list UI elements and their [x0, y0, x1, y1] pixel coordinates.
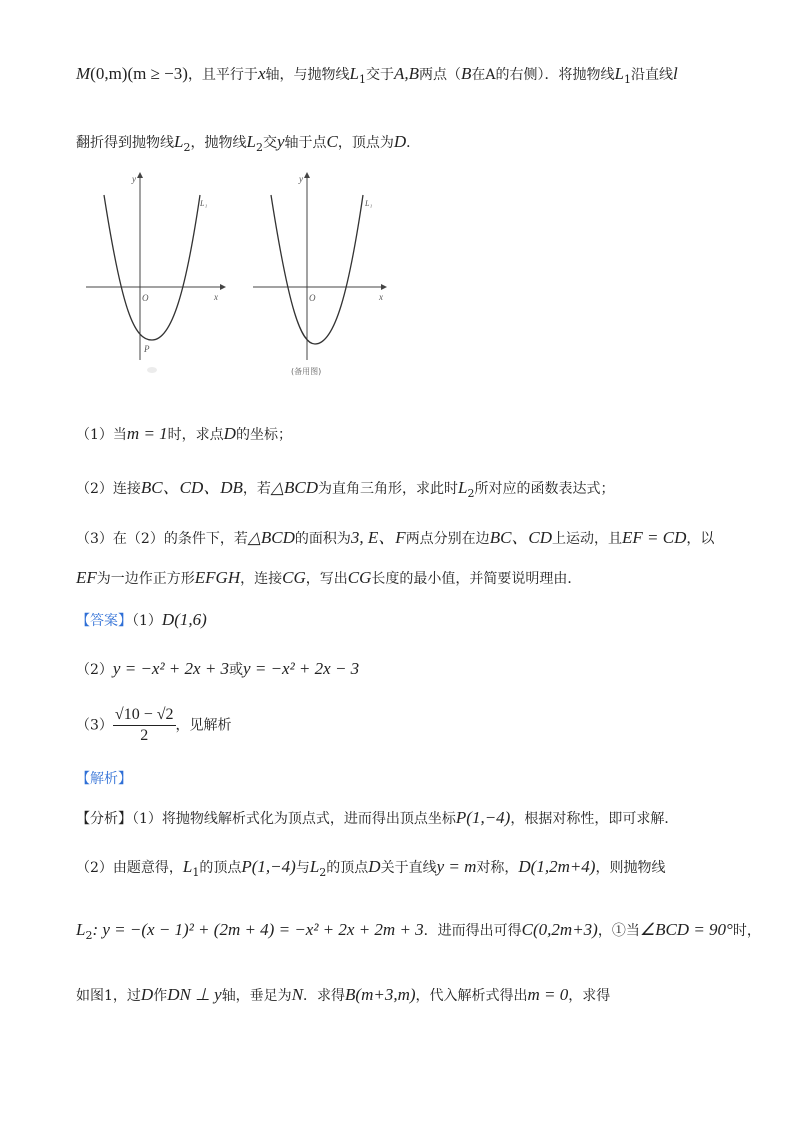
vertex-label: P	[144, 344, 150, 354]
origin-label: O	[142, 293, 149, 303]
x-label: x	[379, 292, 383, 302]
analysis-line-3: $L_2$: y = −(x − 1)² + (2m + 4) = −x² + 2x + 2m + 3．进而得出可得C(0,2m+3)，①当∠BCD = 90°时，	[76, 920, 761, 942]
y-label: y	[132, 174, 136, 184]
problem-line-2: 翻折得到抛物线$L_2$，抛物线$L_2$交y轴于点C，顶点为D．	[76, 132, 421, 154]
question-2: （2）连接BC、CD、DB，若△BCD为直角三角形，求此时$L_2$所对应的函数表达式；	[76, 478, 615, 500]
y-axis-arrow-icon	[304, 172, 310, 178]
question-3-line-2: EF为一边作正方形EFGH，连接CG，写出CG长度的最小值，并简要说明理由．	[76, 568, 582, 587]
answer-2: （2）y = −x² + 2x + 3或y = −x² + 2x − 3	[76, 659, 360, 678]
x-axis-arrow-icon	[220, 284, 226, 290]
analysis-line-4: 如图1，过D作DN ⊥ y轴，垂足为N．求得B(m+3,m)，代入解析式得出m = 0，求得	[76, 985, 611, 1004]
parabola-curve	[271, 195, 363, 344]
parabola-figure-right	[253, 170, 393, 380]
problem-line-1: M(0,m)(m ≥ −3)，且平行于x轴，与抛物线$L_1$交于A,B两点（B在A的右侧）．将抛物线$L_1$沿直线l	[76, 64, 678, 86]
parabola-figure-left	[86, 170, 226, 380]
analysis-tag: 【解析】	[76, 771, 132, 787]
analysis-line-2: （2）由题意得，$L_1$的顶点P(1,−4)与$L_2$的顶点D关于直线y = m对称，D(1,2m+4)，则抛物线	[76, 857, 666, 879]
answer-3: （3） $\frac{√10 - √2}{2}$ ，见解析	[76, 706, 232, 744]
origin-label: O	[309, 293, 316, 303]
smudge-mark	[147, 367, 157, 373]
y-axis-arrow-icon	[137, 172, 143, 178]
question-3-line-1: （3）在（2）的条件下，若△BCD的面积为3, E、F两点分别在边BC、CD上运动，且EF = CD，以	[76, 528, 715, 547]
x-label: x	[214, 292, 218, 302]
answer-tag: 【答案】	[76, 613, 132, 629]
analysis-line-1: 【分析】（1）将抛物线解析式化为顶点式，进而得出顶点坐标P(1,−4)，根据对称性，即可求解．	[76, 808, 679, 827]
y-label: y	[299, 174, 303, 184]
question-1: （1）当m = 1时，求点D的坐标；	[76, 424, 292, 443]
answer-1: 【答案】（1）D(1,6)	[76, 610, 207, 629]
figure-caption: (备用图)	[291, 367, 322, 376]
parabola-curve	[104, 195, 200, 340]
x-axis-arrow-icon	[381, 284, 387, 290]
fraction: $\frac{√10 - √2}{2}$	[114, 706, 174, 744]
curve-label: L₁	[200, 199, 208, 208]
curve-label: L₁	[365, 199, 373, 208]
